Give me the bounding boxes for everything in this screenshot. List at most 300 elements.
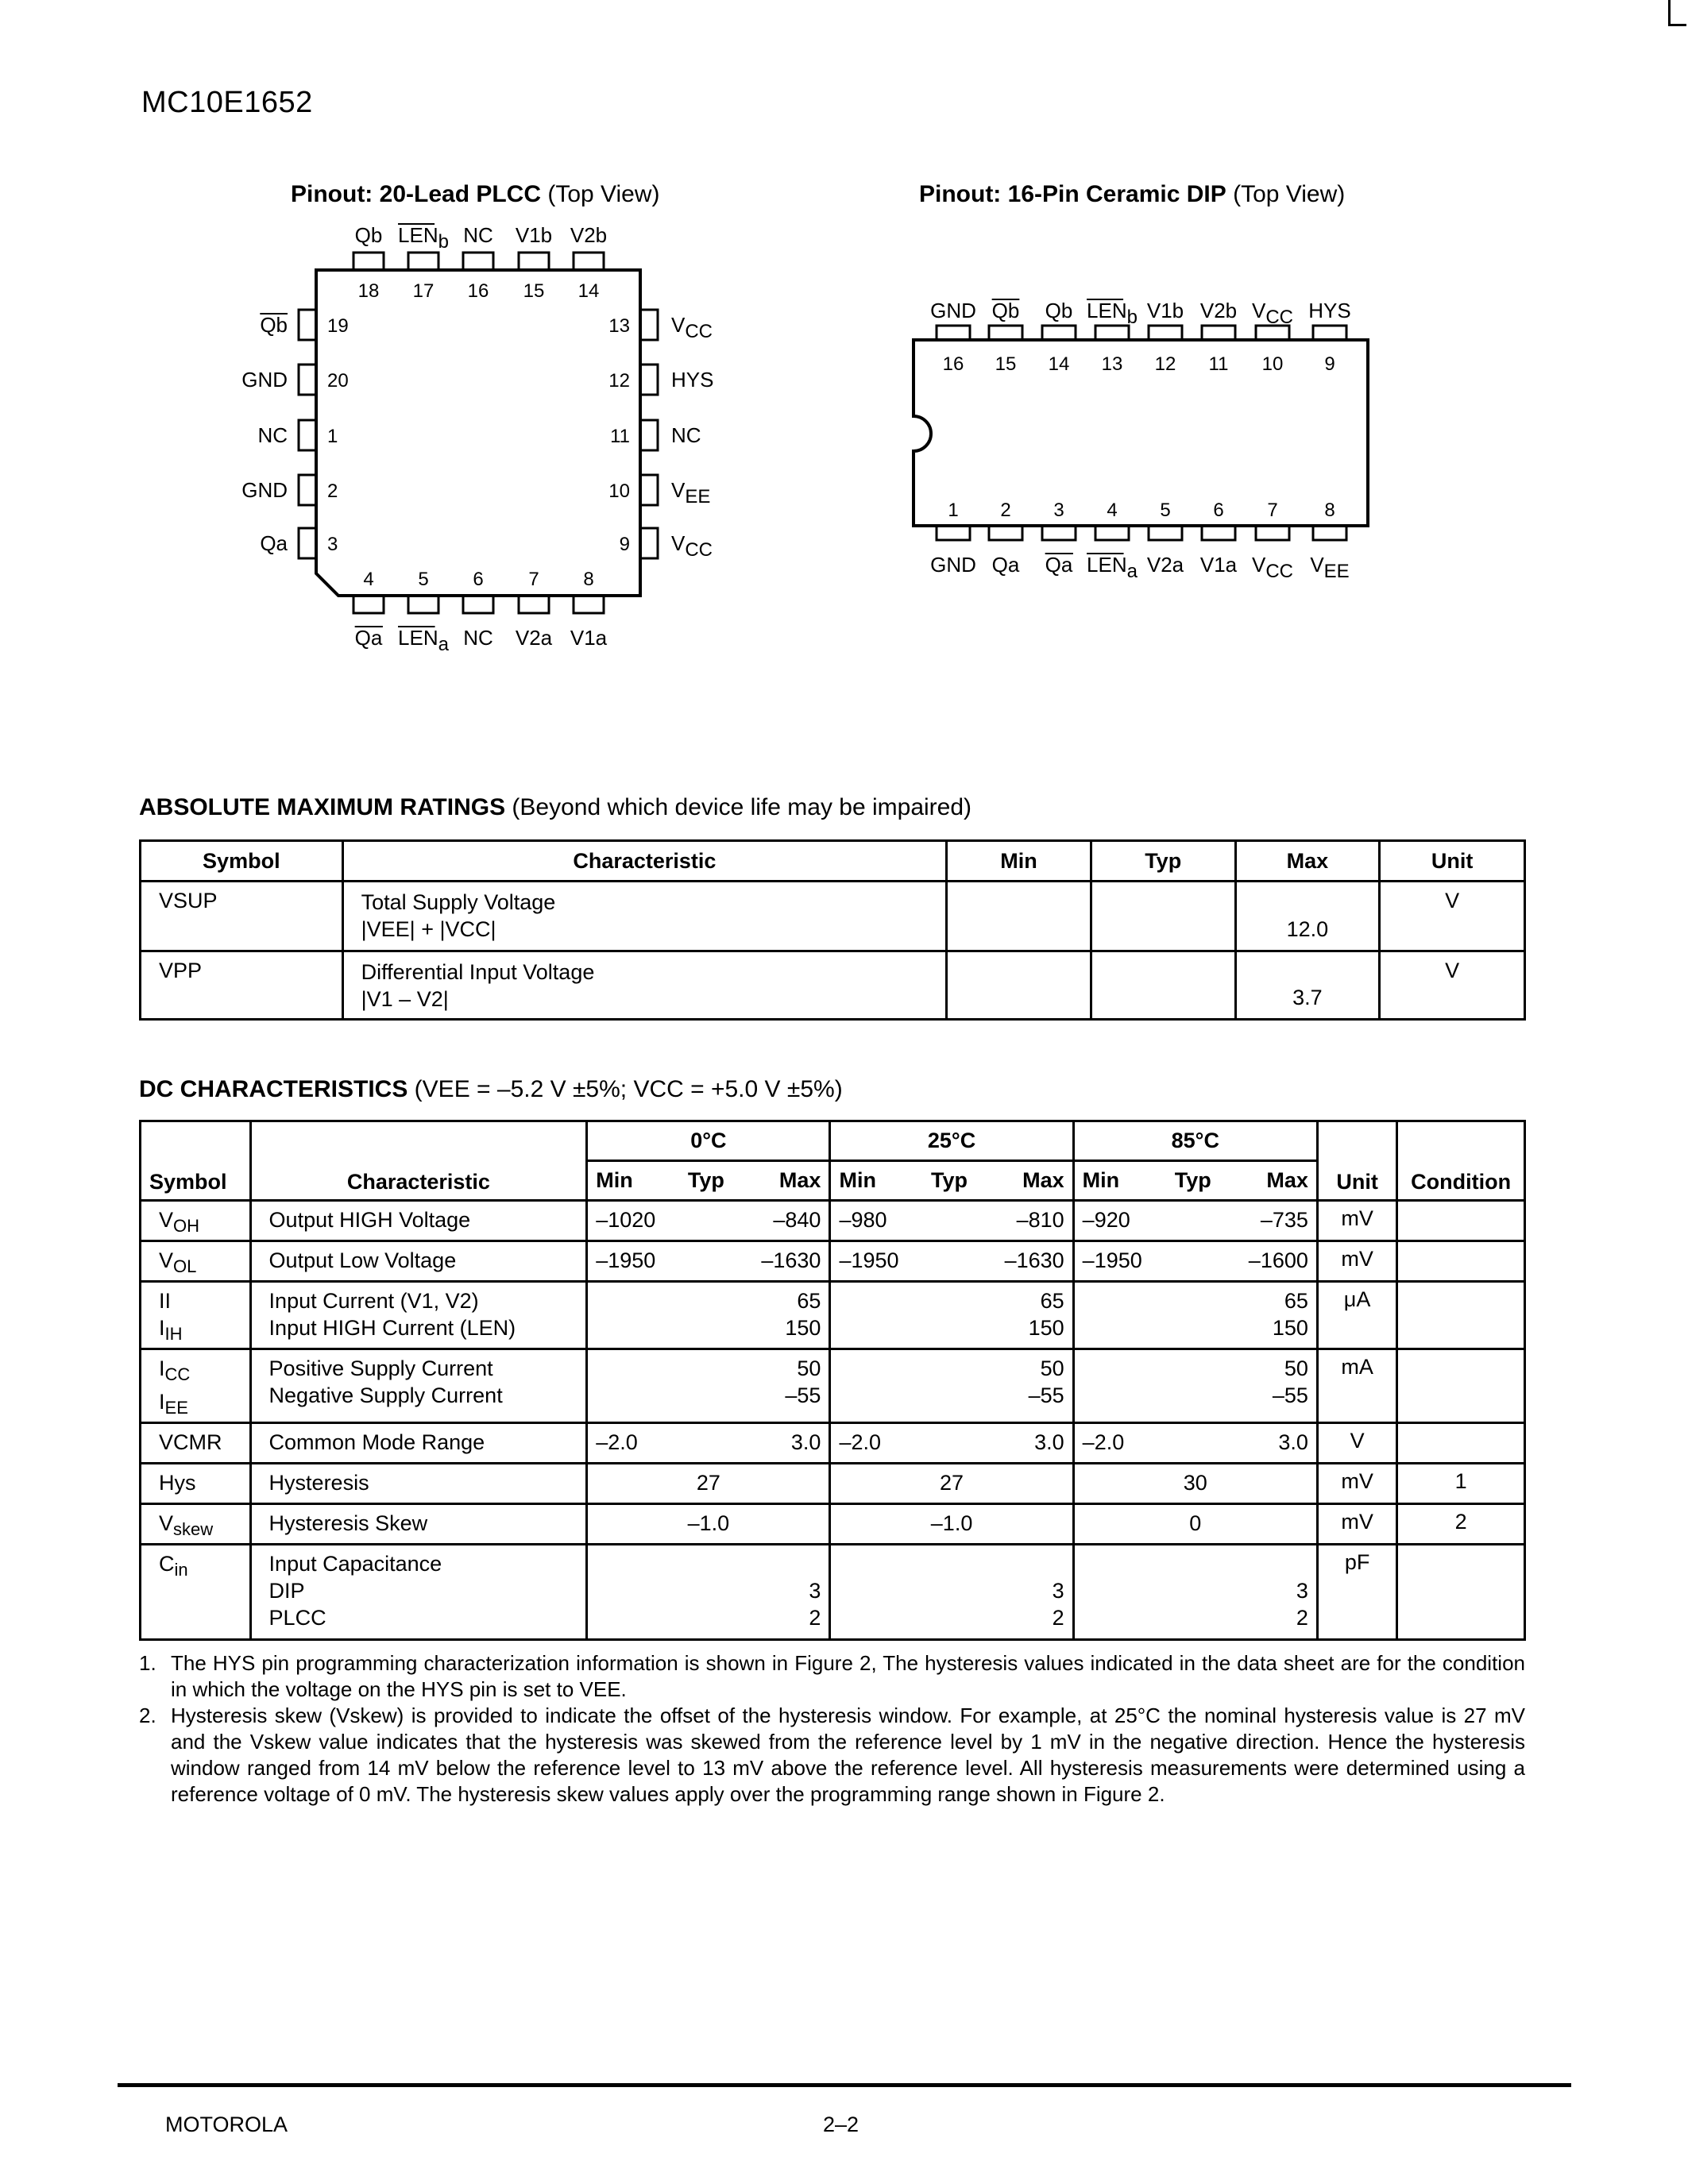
footer-brand: MOTOROLA	[165, 2113, 288, 2136]
dc-characteristic	[250, 1201, 587, 1241]
dip-pin-label: V1a	[1199, 553, 1238, 577]
dc-temp-values-t0	[587, 1201, 830, 1241]
amr-min	[947, 951, 1091, 1020]
dc-min-value	[596, 1382, 670, 1409]
dc-typ-value	[671, 1577, 746, 1604]
dc-min-value	[839, 1355, 914, 1382]
dc-min-value	[596, 1550, 670, 1577]
dc-symbol-text: Hys	[159, 1471, 196, 1495]
dc-unit: μA	[1317, 1282, 1396, 1349]
dc-temp-values-t0	[587, 1282, 830, 1349]
dc-temp-0c: 0°C	[587, 1121, 830, 1161]
dc-temp-values-t85	[1073, 1504, 1317, 1545]
dc-temp-values-t0	[587, 1423, 830, 1464]
table-row	[141, 1349, 1525, 1423]
dc-typ-value	[671, 1429, 746, 1456]
dc-max-value: 2	[809, 1606, 821, 1630]
dc-max-value: 65	[1040, 1289, 1064, 1313]
dc-min-value	[596, 1314, 670, 1341]
plcc-figure-title: Pinout: 20-Lead PLCC (Top View)	[291, 181, 660, 207]
dc-max-value: –1630	[761, 1248, 821, 1272]
amr-char-formula: |VEE| + |VCC|	[361, 917, 496, 941]
dip-pin-label: VCC	[1251, 299, 1294, 328]
dc-typ-value	[1157, 1382, 1233, 1409]
dc-typ-value	[1157, 1604, 1233, 1631]
dc-condition: 1	[1397, 1464, 1525, 1504]
dc-max-value: 3.0	[1278, 1430, 1308, 1454]
dc-characteristic	[250, 1423, 587, 1464]
dc-symbol-text: $I_{EE}$	[159, 1390, 188, 1418]
amr-char-formula: |V1 – V2|	[361, 987, 449, 1011]
plcc-pin-label: V2a	[515, 626, 553, 650]
table-row	[141, 1423, 1525, 1464]
dc-min-value	[839, 1287, 914, 1314]
dc-condition	[1397, 1282, 1525, 1349]
dc-typ-value	[1157, 1206, 1233, 1233]
dc-temp-values-t85	[1073, 1423, 1317, 1464]
amr-char-line: Differential Input Voltage	[361, 960, 595, 984]
amr-symbol: VSUP	[141, 882, 343, 951]
dc-characteristic-text: PLCC	[268, 1606, 326, 1630]
dc-min-value	[1083, 1382, 1158, 1409]
plcc-pin-number: 1	[327, 426, 338, 447]
dip-pin-label: LENa	[1087, 553, 1138, 582]
dc-typ-value	[671, 1382, 746, 1409]
plcc-pin-label: V1a	[570, 626, 608, 650]
dc-characteristic-text: Input HIGH Current (LEN)	[268, 1316, 516, 1340]
amr-unit: V	[1380, 882, 1525, 951]
dc-condition	[1397, 1545, 1525, 1640]
dip-pin-lead	[1095, 526, 1129, 540]
dc-symbol	[141, 1423, 251, 1464]
dc-min-value: –1020	[596, 1208, 656, 1232]
dc-temp-values-t0	[587, 1241, 830, 1282]
plcc-pin-number: 14	[577, 280, 600, 302]
dc-max-value: 50	[797, 1356, 821, 1380]
dc-min-value	[1083, 1550, 1158, 1577]
dip-pin-number: 6	[1213, 500, 1224, 521]
dc-typ-value	[914, 1355, 989, 1382]
amr-col-symbol: Symbol	[141, 841, 343, 882]
plcc-pin-number: 9	[619, 534, 630, 555]
dip-pin-lead	[1042, 526, 1076, 540]
dc-max-value: –840	[773, 1208, 821, 1232]
dc-min-value: –980	[839, 1208, 887, 1232]
dc-condition	[1397, 1241, 1525, 1282]
dc-symbol	[141, 1201, 251, 1241]
dc-symbol	[141, 1282, 251, 1349]
dc-characteristic-text: Negative Supply Current	[268, 1383, 503, 1407]
dip-pin-label: V2a	[1146, 553, 1184, 577]
dc-temp-values-t0	[587, 1504, 830, 1545]
dc-symbol	[141, 1504, 251, 1545]
plcc-pin-number: 10	[608, 480, 630, 502]
dc-temp-values-t25	[830, 1201, 1073, 1241]
dc-min-value	[839, 1314, 914, 1341]
dc-temp-85c: 85°C	[1073, 1121, 1317, 1161]
dip-pin-number: 15	[995, 353, 1017, 375]
dip-pin-lead	[1095, 326, 1129, 340]
dc-max-value: –1600	[1248, 1248, 1308, 1272]
plcc-pin-number: 16	[467, 280, 489, 302]
dc-typ-value	[1157, 1247, 1233, 1274]
plcc-pin-label: NC	[257, 423, 288, 447]
dc-min-value	[839, 1604, 914, 1631]
dc-min-value: –1950	[839, 1248, 899, 1272]
dc-min-value	[839, 1382, 914, 1409]
dip-pin-label: GND	[930, 299, 976, 322]
dc-unit: mA	[1317, 1349, 1396, 1423]
plcc-pin-label: HYS	[671, 368, 714, 392]
amr-header-row	[141, 841, 1525, 882]
footnotes	[139, 1650, 1525, 1808]
amr-unit: V	[1380, 951, 1525, 1020]
dc-characteristic-text: Input Current (V1, V2)	[268, 1289, 479, 1313]
dc-temp-values-t0	[587, 1545, 830, 1640]
footnote-1: 1. The HYS pin programming characterization information is shown in Figure 2, The hysteresis values indicated in the data sheet are for the condition in which the voltage on the HYS pin is set to VEE.	[139, 1651, 1525, 1701]
table-row	[141, 951, 1525, 1020]
dc-unit: mV	[1317, 1464, 1396, 1504]
dc-unit: pF	[1317, 1545, 1396, 1640]
dip-pin-label: Qa	[991, 553, 1020, 577]
plcc-pin-number: 18	[357, 280, 380, 302]
plcc-pin-label: Qa	[354, 626, 383, 650]
dc-max-value: 50	[1040, 1356, 1064, 1380]
dip-pin-number: 16	[942, 353, 964, 375]
dc-unit: mV	[1317, 1504, 1396, 1545]
dc-max-value: 150	[1272, 1316, 1308, 1340]
part-number-header: MC10E1652	[141, 86, 313, 119]
dc-temp-values-t25	[830, 1282, 1073, 1349]
dc-symbol	[141, 1545, 251, 1640]
dc-characteristic	[250, 1241, 587, 1282]
dip-pin-number: 11	[1208, 353, 1229, 375]
dip-pin-label: Qb	[1045, 299, 1073, 322]
dc-min-value	[1083, 1355, 1158, 1382]
dc-max-value: 2	[1052, 1606, 1064, 1630]
dc-temp-values-t25	[830, 1464, 1073, 1504]
dc-typ-value	[914, 1604, 989, 1631]
plcc-pin-number: 7	[528, 569, 539, 590]
dc-max-value: 65	[1284, 1289, 1308, 1313]
dip-pin-number: 1	[948, 500, 959, 521]
dc-typ-value	[1157, 1314, 1233, 1341]
dc-max-value: –735	[1260, 1208, 1308, 1232]
dip-pin-lead	[1313, 526, 1346, 540]
dip-body	[914, 340, 1368, 526]
dc-symbol-text: $V_{OL}$	[159, 1248, 197, 1276]
dc-symbol	[141, 1349, 251, 1423]
dc-temp-values-t25	[830, 1423, 1073, 1464]
dip-pin-label: VEE	[1310, 553, 1350, 582]
plcc-pin-label: Qa	[260, 531, 288, 555]
dc-max-value: 150	[785, 1316, 821, 1340]
dc-condition	[1397, 1201, 1525, 1241]
table-row	[141, 1464, 1525, 1504]
dc-condition	[1397, 1349, 1525, 1423]
table-row	[141, 882, 1525, 951]
dc-symbol-text: VCMR	[159, 1430, 222, 1454]
dc-characteristic	[250, 1282, 587, 1349]
dip-pin-lead	[937, 326, 970, 340]
dc-min-value	[596, 1355, 670, 1382]
dc-section-title: DC CHARACTERISTICS (VEE = –5.2 V ±5%; VCC = +5.0 V ±5%)	[139, 1076, 843, 1102]
dc-min-value: –920	[1082, 1208, 1130, 1232]
amr-char-line: Total Supply Voltage	[361, 890, 556, 914]
dc-typ-value: –1.0	[930, 1511, 973, 1535]
amr-col-max: Max	[1235, 841, 1380, 882]
dc-max-value: 3	[1052, 1579, 1064, 1603]
dip-pin-label: VCC	[1251, 553, 1294, 582]
dc-symbol-text: $V_{skew}$	[159, 1511, 214, 1539]
dc-characteristic-text: Positive Supply Current	[268, 1356, 493, 1380]
dc-typ-value: –1.0	[687, 1511, 730, 1535]
amr-typ	[1091, 951, 1235, 1020]
dc-characteristic-text: Input Capacitance	[268, 1552, 442, 1576]
dc-characteristic-text: Common Mode Range	[268, 1430, 485, 1454]
plcc-pin-number: 19	[327, 315, 349, 337]
plcc-pin-number: 2	[327, 480, 338, 502]
dc-temp-values-t25	[830, 1504, 1073, 1545]
dc-subheader-85c: Min Typ Max	[1073, 1161, 1317, 1201]
dip-pin-lead	[1042, 326, 1076, 340]
dc-temp-values-t85	[1073, 1349, 1317, 1423]
dc-typ-value	[671, 1355, 746, 1382]
amr-characteristic	[342, 882, 947, 951]
dc-symbol-text: $I_{CC}$	[159, 1356, 191, 1384]
dc-temp-values-t85	[1073, 1464, 1317, 1504]
dc-typ-value	[1157, 1577, 1233, 1604]
dc-unit: mV	[1317, 1241, 1396, 1282]
dc-temp-25c: 25°C	[830, 1121, 1073, 1161]
dc-temp-values-t85	[1073, 1201, 1317, 1241]
footer-rule	[118, 2083, 1571, 2087]
dc-typ-value	[671, 1206, 746, 1233]
dc-typ-value	[914, 1206, 989, 1233]
plcc-pin-number: 15	[523, 280, 545, 302]
dc-min-value	[839, 1577, 914, 1604]
dc-temp-values-t85	[1073, 1282, 1317, 1349]
dc-max-value: –55	[785, 1383, 821, 1407]
dip-pin-number: 10	[1261, 353, 1284, 375]
dc-characteristic-text: Output Low Voltage	[268, 1248, 457, 1272]
footer-page-number: 2–2	[823, 2113, 859, 2136]
dc-min-value: –1950	[1082, 1248, 1142, 1272]
dc-typ-value	[914, 1429, 989, 1456]
amr-symbol: VPP	[141, 951, 343, 1020]
dc-typ-value	[671, 1247, 746, 1274]
dc-max-value: 150	[1028, 1316, 1064, 1340]
plcc-pin-number: 11	[610, 426, 630, 447]
dc-condition: 2	[1397, 1504, 1525, 1545]
plcc-pin-number: 20	[327, 370, 349, 392]
dc-typ-value	[914, 1314, 989, 1341]
dc-temp-values-t0	[587, 1464, 830, 1504]
dc-max-value	[746, 1550, 821, 1577]
plcc-pin-label: NC	[671, 423, 701, 447]
dip-pin-label: HYS	[1308, 299, 1351, 322]
dc-max-value: 2	[1296, 1606, 1308, 1630]
dc-temp-values-t85	[1073, 1545, 1317, 1640]
dip-pin-label: GND	[930, 553, 976, 577]
plcc-pin-label: NC	[463, 223, 493, 247]
dc-unit: mV	[1317, 1201, 1396, 1241]
amr-max: 12.0	[1235, 882, 1380, 951]
dc-min-value	[1083, 1287, 1158, 1314]
footnote-2: 2. Hysteresis skew (Vskew) is provided to indicate the offset of the hysteresis window. For example, at 25°C the nominal hysteresis value is 27 mV and the Vskew value indicates that the hysteresis was skewed from the reference level by 1 mV in the negative direction. Hence the hysteresis window ranged from 14 mV below the reference level to 13 mV above the reference level. All hysteresis measurements were determined using a reference voltage of 0 mV. The hysteresis skew values apply over the programming range shown in Figure 2.	[139, 1704, 1525, 1806]
dc-min-value	[596, 1577, 670, 1604]
dc-min-value	[839, 1550, 914, 1577]
dip-pin-lead	[1313, 326, 1346, 340]
dip-pin-number: 8	[1324, 500, 1335, 521]
dc-temp-values-t25	[830, 1545, 1073, 1640]
plcc-pin-label: Qb	[354, 223, 383, 247]
dc-min-value: –2.0	[1082, 1430, 1125, 1454]
plcc-pin-label: NC	[463, 626, 493, 650]
dc-characteristic-text: Hysteresis Skew	[268, 1511, 428, 1535]
dip-pin-label: V2b	[1199, 299, 1238, 322]
plcc-pin-number: 12	[608, 370, 630, 392]
dc-typ-value	[914, 1382, 989, 1409]
dc-typ-value	[671, 1314, 746, 1341]
dc-symbol	[141, 1241, 251, 1282]
dc-typ-value: 27	[940, 1471, 964, 1495]
dc-typ-value: 27	[696, 1471, 720, 1495]
plcc-pin-label: VCC	[671, 531, 713, 561]
dc-symbol-text: $C_{in}$	[159, 1552, 188, 1580]
dip-pin-lead	[989, 326, 1022, 340]
dc-characteristic	[250, 1464, 587, 1504]
dip-pin-lead	[1149, 526, 1182, 540]
plcc-pin-label: LENa	[398, 626, 449, 655]
dc-min-value	[1083, 1314, 1158, 1341]
dc-temp-values-t85	[1073, 1241, 1317, 1282]
dip-pin-label: V1b	[1146, 299, 1184, 322]
dc-temp-values-t25	[830, 1349, 1073, 1423]
dc-col-unit: Unit	[1317, 1121, 1396, 1201]
amr-col-unit: Unit	[1380, 841, 1525, 882]
dc-typ-value	[1157, 1355, 1233, 1382]
dip-pin-number: 9	[1324, 353, 1335, 375]
dc-subheader-0c: Min Typ Max	[587, 1161, 830, 1201]
dc-min-value	[596, 1604, 670, 1631]
dc-symbol-text: $V_{OH}$	[159, 1208, 200, 1236]
plcc-pin-label: LENb	[398, 223, 449, 253]
dc-max-value: –55	[1028, 1383, 1064, 1407]
dip-pin-number: 2	[1000, 500, 1011, 521]
dc-symbol-text: II	[159, 1289, 172, 1313]
dc-typ-value: 30	[1183, 1471, 1207, 1495]
dip-pin-lead	[989, 526, 1022, 540]
plcc-pin-number: 13	[608, 315, 630, 337]
amr-col-min: Min	[947, 841, 1091, 882]
plcc-pin-label: GND	[241, 368, 288, 392]
plcc-pin-number: 17	[412, 280, 435, 302]
dc-min-value: –2.0	[596, 1430, 638, 1454]
dc-temp-values-t0	[587, 1349, 830, 1423]
table-row	[141, 1241, 1525, 1282]
dc-max-value: 3	[809, 1579, 821, 1603]
dc-min-value	[596, 1287, 670, 1314]
dip-pin-lead	[1202, 326, 1235, 340]
plcc-pin-label: V2b	[570, 223, 608, 247]
dip-pin-label: Qa	[1045, 553, 1073, 577]
dc-typ-value	[1157, 1550, 1233, 1577]
dip-pin-lead	[1202, 526, 1235, 540]
dip-pinout-diagram	[0, 0, 1688, 715]
dip-figure-title: Pinout: 16-Pin Ceramic DIP (Top View)	[919, 181, 1346, 207]
amr-min	[947, 882, 1091, 951]
dip-pin-number: 5	[1160, 500, 1171, 521]
dc-max-value: –810	[1016, 1208, 1064, 1232]
dc-typ-value	[914, 1247, 989, 1274]
plcc-pin-number: 8	[583, 569, 594, 590]
amr-table	[139, 839, 1526, 1021]
plcc-pin-number: 3	[327, 534, 338, 555]
dc-min-value	[1083, 1577, 1158, 1604]
dc-max-value: –1630	[1004, 1248, 1064, 1272]
dc-min-value	[1083, 1604, 1158, 1631]
dip-pin-number: 12	[1154, 353, 1176, 375]
dc-condition	[1397, 1423, 1525, 1464]
dc-typ-value	[671, 1604, 746, 1631]
dip-pin-number: 13	[1101, 353, 1123, 375]
dc-max-value: 3	[1296, 1579, 1308, 1603]
dc-max-value: 3.0	[790, 1430, 821, 1454]
plcc-pin-label: VCC	[671, 313, 713, 342]
dc-temp-values-t25	[830, 1241, 1073, 1282]
dip-pin-number: 4	[1107, 500, 1118, 521]
amr-section-title: ABSOLUTE MAXIMUM RATINGS (Beyond which device life may be impaired)	[139, 794, 972, 820]
dc-characteristic	[250, 1504, 587, 1545]
plcc-pin-number: 5	[418, 569, 429, 590]
dc-col-characteristic: Characteristic	[250, 1121, 587, 1201]
dc-symbol	[141, 1464, 251, 1504]
dip-pin-label: Qb	[991, 299, 1020, 322]
amr-typ	[1091, 882, 1235, 951]
dc-characteristic-text: DIP	[268, 1579, 305, 1603]
table-row	[141, 1504, 1525, 1545]
table-row	[141, 1282, 1525, 1349]
dip-pin-number: 7	[1267, 500, 1278, 521]
plcc-pin-number: 4	[363, 569, 374, 590]
dc-max-value: 3.0	[1034, 1430, 1064, 1454]
dc-typ-value	[914, 1550, 989, 1577]
plcc-pin-label: Qb	[260, 313, 288, 337]
dip-pin-number: 3	[1053, 500, 1064, 521]
amr-max: 3.7	[1235, 951, 1380, 1020]
amr-col-characteristic: Characteristic	[342, 841, 947, 882]
dc-temp-header-row	[141, 1121, 1525, 1161]
dc-symbol-text: $I_{IH}$	[159, 1316, 183, 1344]
dc-col-symbol: Symbol	[141, 1121, 251, 1201]
dc-unit: V	[1317, 1423, 1396, 1464]
dip-pin-number: 14	[1048, 353, 1070, 375]
amr-characteristic	[342, 951, 947, 1020]
dip-pin-lead	[937, 526, 970, 540]
table-row	[141, 1545, 1525, 1640]
table-row	[141, 1201, 1525, 1241]
dc-typ-value	[671, 1287, 746, 1314]
dc-max-value	[1233, 1550, 1308, 1577]
dc-characteristic	[250, 1545, 587, 1640]
dc-characteristic-text: Output HIGH Voltage	[268, 1208, 471, 1232]
dip-pin-lead	[1256, 526, 1289, 540]
dip-pin-label: LENb	[1087, 299, 1138, 328]
dc-max-value: 65	[797, 1289, 821, 1313]
dc-typ-value	[1157, 1287, 1233, 1314]
plcc-pin-label: VEE	[671, 478, 711, 507]
